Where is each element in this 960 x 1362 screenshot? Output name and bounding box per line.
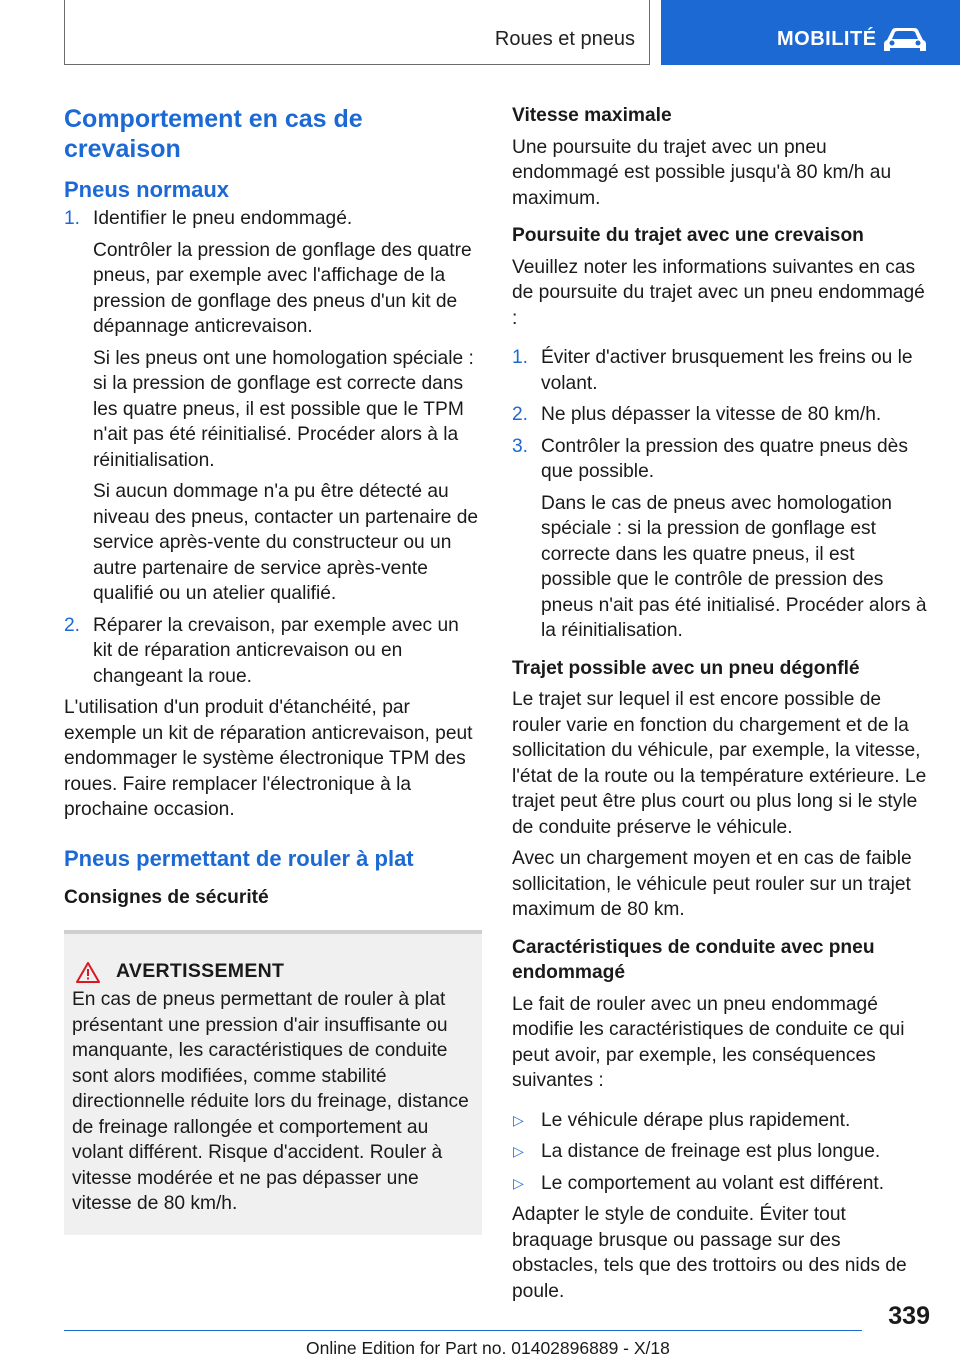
- page-title: Comportement en cas de crevaison: [64, 105, 363, 163]
- continue-text: Veuillez noter les informations suivantes en cas de poursuite du trajet avec un pneu endommagé :: [512, 256, 925, 329]
- triangle-bullet-icon: ▷: [513, 1143, 524, 1159]
- triangle-bullet-icon: ▷: [513, 1174, 524, 1191]
- triangle-bullet-icon: ▷: [513, 1111, 524, 1128]
- warning-header: [72, 960, 472, 983]
- normal-tires-heading: Pneus normaux: [64, 177, 230, 202]
- step-number: 2.: [64, 614, 81, 636]
- sealant-note: L'utilisation d'un produit d'étanchéité, par exemple un kit de réparation anticrevaison, peut endommager le système électronique TPM des roues. Faire remplacer l'électronique à la prochaine occasion.: [64, 697, 473, 820]
- left-column: [64, 100, 482, 1235]
- advice-text: Adapter le style de conduite. Éviter tout braquage brusque ou passage sur des obstacles, tels que des trottoirs ou des nids de poule.: [512, 1204, 907, 1302]
- header-section-title: Roues et pneus: [494, 28, 635, 50]
- footer-divider: [64, 1330, 862, 1331]
- continue-heading: Poursuite du trajet avec une crevaison: [512, 225, 864, 246]
- step-detail: Si les pneus ont une homologation spéciale : si la pression de gonflage est correcte dans les quatre pneus, il est possible que le TPM n'ait pas été réinitialisé. Procéder alors à la réinitialisation.: [93, 347, 474, 471]
- step-detail: Si aucun dommage n'a pu être détecté au niveau des pneus, contacter un partenaire de service après-vente du constructeur ou un autre partenaire de service après-vente qualifié ou un atelier qualifié.: [93, 481, 479, 604]
- step-text: Contrôler la pression des quatre pneus dès que possible.: [541, 435, 908, 482]
- runflat-heading: Pneus permettant de rouler à plat: [64, 845, 414, 871]
- car-icon: [883, 26, 927, 54]
- list-item: [512, 434, 930, 485]
- list-item: [512, 1108, 930, 1134]
- step-number: 2.: [512, 404, 529, 425]
- step-number: 1.: [512, 347, 529, 368]
- step-text: Éviter d'activer brusquement les freins ou le volant.: [541, 347, 913, 394]
- step-number: 1.: [64, 208, 81, 229]
- max-speed-heading: Vitesse maximale: [512, 105, 672, 126]
- handling-heading: Caractéristiques de conduite avec pneu endommagé: [512, 936, 875, 983]
- step-text: Identifier le pneu endommagé.: [93, 208, 353, 229]
- route-heading: Trajet possible avec un pneu dégonflé: [512, 657, 860, 679]
- warning-triangle-icon: [76, 961, 100, 983]
- warning-box: [64, 930, 482, 1235]
- warning-label: AVERTISSEMENT: [116, 960, 285, 982]
- step-detail: Dans le cas de pneus avec homologation spéciale : si la pression de gonflage est correcte dans les quatre pneus, il est possible que le contrôle de pression des pneus n'ait pas été initialisé. Procéder alors à la réinitialisation.: [541, 492, 927, 641]
- route-text-1: Le trajet sur lequel il est encore possible de rouler varie en fonction du chargement et de la sollicitation du véhicule, par exemple, la vitesse, l'état de la route ou la température extérieure. Le trajet peut être plus court ou plus long si le style de conduite préserve le véhicule.: [512, 689, 927, 838]
- list-item: [512, 1171, 930, 1197]
- header-chapter-label: MOBILITÉ: [777, 28, 877, 50]
- route-text-2: Avec un chargement moyen et en cas de faible sollicitation, le véhicule peut rouler sur un trajet maximum de 80 km.: [512, 848, 912, 920]
- step-text: Ne plus dépasser la vitesse de 80 km/h.: [541, 404, 882, 425]
- list-item: [512, 1139, 930, 1165]
- footer-edition: Online Edition for Part no. 01402896889 - X/18: [306, 1338, 670, 1358]
- step-number: 3.: [512, 435, 529, 457]
- step-detail: Contrôler la pression de gonflage des quatre pneus, par exemple avec l'affichage de la pression de gonflage des pneus d'un kit de dépannage anticrevaison.: [93, 239, 472, 337]
- bullet-text: Le véhicule dérape plus rapidement.: [541, 1109, 851, 1131]
- step-text: Réparer la crevaison, par exemple avec un kit de réparation anticrevaison ou en changeant la roue.: [93, 614, 459, 687]
- list-item: [512, 402, 930, 428]
- header-chapter-tab: [661, 0, 960, 65]
- safety-heading: Consignes de sécurité: [64, 886, 269, 908]
- bullet-text: Le comportement au volant est différent.: [541, 1172, 885, 1194]
- bullet-text: La distance de freinage est plus longue.: [541, 1141, 881, 1162]
- page-number: 339: [888, 1302, 930, 1330]
- list-item: [512, 345, 930, 396]
- list-item: [64, 613, 482, 690]
- right-column: [512, 100, 930, 1304]
- header-section-box: [64, 0, 650, 65]
- list-item: [64, 206, 482, 232]
- max-speed-text: Une poursuite du trajet avec un pneu endommagé est possible jusqu'à 80 km/h au maximum.: [512, 136, 892, 209]
- handling-text: Le fait de rouler avec un pneu endommagé modifie les caractéristiques de conduite ce qui peut avoir, par exemple, les conséquences suivantes :: [512, 993, 905, 1091]
- warning-text: En cas de pneus permettant de rouler à plat présentant une pression d'air insuffisante ou manquante, les caractéristiques de conduite sont alors modifiées, comme stabilité directionnelle réduite lors du freinage, distance de freinage rallongée et comportement au volant différent. Risque d'accident. Rouler à vitesse modérée et ne pas dépasser une vitesse de 80 km/h.: [72, 989, 469, 1214]
